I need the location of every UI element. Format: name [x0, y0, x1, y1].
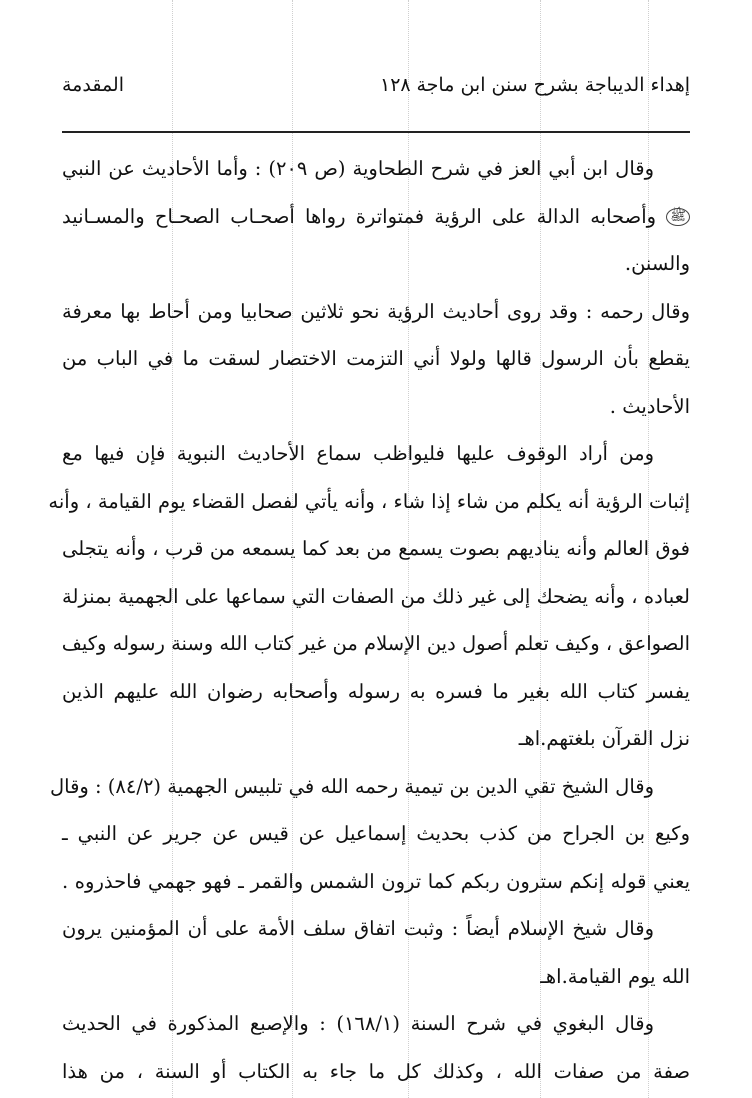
page-header	[62, 70, 690, 104]
text-line: وقال ابن أبي العز في شرح الطحاوية (ص ٢٠٩) : وأما الأحاديث عن النبي	[62, 157, 654, 180]
text-line: الأحاديث .	[609, 394, 690, 418]
text-line: وقال رحمه : وقد روى أحاديث الرؤية نحو ثلاثين صحابيا ومن أحاط بها معرفة	[62, 299, 690, 323]
text-line: وقال البغوي في شرح السنة (١٦٨/١) : والإصبع المذكورة في الحديث	[62, 1012, 654, 1035]
text-line: يعني قوله إنكم سترون ربكم كما ترون الشمس والقمر ـ فهو جهمي فاحذروه .	[62, 869, 690, 893]
text-line: الله يوم القيامة.اهـ	[540, 964, 690, 988]
text-line: الصواعق ، وكيف تعلم أصول دين الإسلام من غير كتاب الله وسنة رسوله وكيف	[61, 632, 690, 655]
text-line: صفة من صفات الله ، وكذلك كل ما جاء به الكتاب أو السنة ، من هذا	[62, 1059, 690, 1083]
text-line: وقال الشيخ تقي الدين بن تيمية رحمه الله في تلبيس الجهمية (٨٤/٢) : وقال	[49, 774, 654, 798]
page-number: ١٢٨	[380, 74, 411, 96]
book-title: إهداء الديباجة بشرح سنن ابن ماجة	[416, 74, 690, 96]
text-line: وقال شيخ الإسلام أيضاً : وثبت اتفاق سلف الأمة على أن المؤمنين يرون	[62, 917, 654, 940]
text-line: يفسر كتاب الله بغير ما فسره به رسوله وأصحابه رضوان الله عليهم الذين	[62, 679, 690, 703]
text-line: فوق العالم وأنه يناديهم بصوت يسمع من بعد كما يسمعه من قرب ، وأنه يتجلى	[62, 537, 690, 560]
text-line: يقطع بأن الرسول قالها ولولا أني التزمت الاختصار لسقت ما في الباب من	[62, 347, 690, 370]
text-line: لعباده ، وأنه يضحك إلى غير ذلك من الصفات التي سماعها على الجهمية بمنزلة	[62, 584, 690, 608]
text-line: ومن أراد الوقوف عليها فليواظب سماع الأحاديث النبوية فإن فيها مع	[62, 442, 654, 465]
text-line: ﷺ وأصحابه الدالة على الرؤية فمتواترة رواها أصحـاب الصحـاح والمسـانيد	[62, 193, 690, 241]
text-line: والسنن.	[624, 252, 690, 275]
section-title: المقدمة	[62, 74, 125, 96]
page-body	[48, 145, 690, 1095]
text-line: نزل القرآن بلغتهم.اهـ	[518, 727, 690, 750]
salla-symbol: ﷺ	[666, 208, 690, 226]
text-line: وكيع بن الجراح من كذب بحديث إسماعيل عن قيس عن جرير عن النبي ـ	[62, 822, 690, 845]
header-rule	[62, 131, 690, 133]
text-line: إثبات الرؤية أنه يكلم من شاء إذا شاء ، وأنه يأتي لفصل القضاء يوم القيامة ، وأنه	[48, 489, 690, 513]
